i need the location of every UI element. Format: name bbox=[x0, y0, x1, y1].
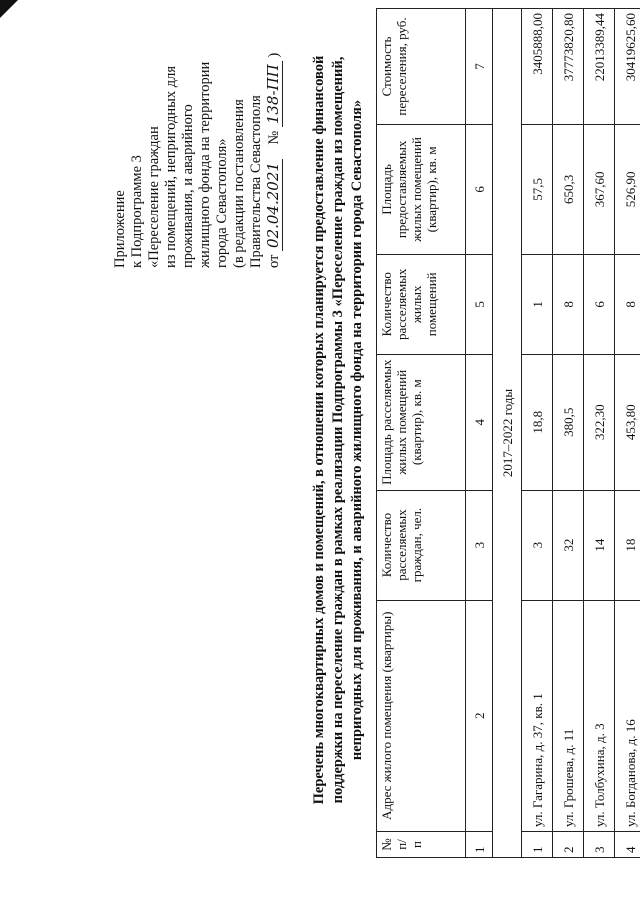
header-cell: Адрес жилого помещения (квартиры) bbox=[377, 600, 466, 832]
table-row bbox=[615, 9, 640, 858]
number-label: № bbox=[266, 130, 282, 145]
address-cell: ул. Богданова, д. 16 bbox=[615, 600, 640, 832]
vacated-area-cell: 380,5 bbox=[553, 354, 584, 490]
appendix-line: (в редакции постановления bbox=[231, 99, 247, 268]
provided-area-cell: 650,3 bbox=[553, 124, 584, 254]
premises-count-cell: 8 bbox=[553, 254, 584, 354]
column-number-cell: 4 bbox=[466, 354, 493, 490]
residents-count-cell: 18 bbox=[615, 490, 640, 600]
document-title bbox=[310, 0, 367, 860]
residents-count-cell: 14 bbox=[584, 490, 615, 600]
period-row bbox=[493, 9, 522, 858]
row-index-cell: 1 bbox=[522, 832, 553, 858]
column-number-row bbox=[466, 9, 493, 858]
column-number-cell: 1 bbox=[466, 832, 493, 858]
appendix-line: «Переселение граждан bbox=[146, 126, 162, 268]
cost-cell: 37773820,80 bbox=[553, 9, 584, 125]
rotated-document-page bbox=[80, 0, 640, 870]
provided-area-cell: 526,90 bbox=[615, 124, 640, 254]
title-line: поддержки на переселение граждан в рамках реализации Подпрограммы 3 «Переселение граждан из помещений, bbox=[330, 56, 346, 804]
table-row bbox=[584, 9, 615, 858]
row-index-cell: 3 bbox=[584, 832, 615, 858]
header-cell: Количество расселяемых граждан, чел. bbox=[377, 490, 466, 600]
column-number-cell: 3 bbox=[466, 490, 493, 600]
cost-cell: 22013389,44 bbox=[584, 9, 615, 125]
vacated-area-cell: 453,80 bbox=[615, 354, 640, 490]
table-header-row bbox=[377, 9, 466, 858]
appendix-block bbox=[112, 8, 283, 268]
column-number-cell: 6 bbox=[466, 124, 493, 254]
column-number-cell: 2 bbox=[466, 600, 493, 832]
address-cell: ул. Толбухина, д. 3 bbox=[584, 600, 615, 832]
row-index-cell: 2 bbox=[553, 832, 584, 858]
resettlement-table bbox=[376, 8, 640, 858]
premises-count-cell: 6 bbox=[584, 254, 615, 354]
appendix-line: Приложение bbox=[112, 190, 128, 268]
handwritten-number: 138-ПП bbox=[265, 61, 283, 127]
header-cell: Количество расселяемых жилых помещений bbox=[377, 254, 466, 354]
row-index-cell: 4 bbox=[615, 832, 640, 858]
premises-count-cell: 8 bbox=[615, 254, 640, 354]
cost-cell: 30419625,60 bbox=[615, 9, 640, 125]
appendix-line: города Севастополя» bbox=[214, 138, 230, 268]
table-row bbox=[553, 9, 584, 858]
appendix-line: к Подпрограмме 3 bbox=[129, 155, 145, 268]
premises-count-cell: 1 bbox=[522, 254, 553, 354]
appendix-line: жилищного фонда на территории bbox=[197, 61, 213, 268]
table-row bbox=[522, 9, 553, 858]
signature-line bbox=[265, 8, 283, 268]
header-cell: № п/п bbox=[377, 832, 466, 858]
corner-mark-icon bbox=[0, 0, 18, 18]
vacated-area-cell: 18,8 bbox=[522, 354, 553, 490]
residents-count-cell: 32 bbox=[553, 490, 584, 600]
header-cell: Площадь предоставляемых жилых помещений (квартир), кв. м bbox=[377, 124, 466, 254]
cost-cell: 3405888,00 bbox=[522, 9, 553, 125]
header-cell: Стоимость переселения, руб. bbox=[377, 9, 466, 125]
handwritten-date: 02.04.2021 bbox=[265, 159, 283, 251]
appendix-line: проживания, и аварийного bbox=[180, 104, 196, 268]
column-number-cell: 7 bbox=[466, 9, 493, 125]
appendix-line: Правительства Севастополя bbox=[248, 95, 264, 268]
address-cell: ул. Гагарина, д. 37, кв. 1 bbox=[522, 600, 553, 832]
provided-area-cell: 367,60 bbox=[584, 124, 615, 254]
header-cell: Площадь расселяемых жилых помещений (квартир), кв. м bbox=[377, 354, 466, 490]
period-cell: 2017–2022 годы bbox=[493, 9, 522, 858]
from-label: от bbox=[266, 254, 282, 268]
address-cell: ул. Грошева, д. 11 bbox=[553, 600, 584, 832]
title-line: Перечень многоквартирных домов и помещений, в отношении которых планируется предоставление финансовой bbox=[311, 55, 327, 805]
residents-count-cell: 3 bbox=[522, 490, 553, 600]
vacated-area-cell: 322,30 bbox=[584, 354, 615, 490]
appendix-line: из помещений, непригодных для bbox=[163, 65, 179, 268]
title-line: непригодных для проживания, и аварийного жилищного фонда на территории города Севастополя» bbox=[349, 99, 365, 761]
closing-paren: ) bbox=[266, 52, 282, 58]
provided-area-cell: 57,5 bbox=[522, 124, 553, 254]
column-number-cell: 5 bbox=[466, 254, 493, 354]
